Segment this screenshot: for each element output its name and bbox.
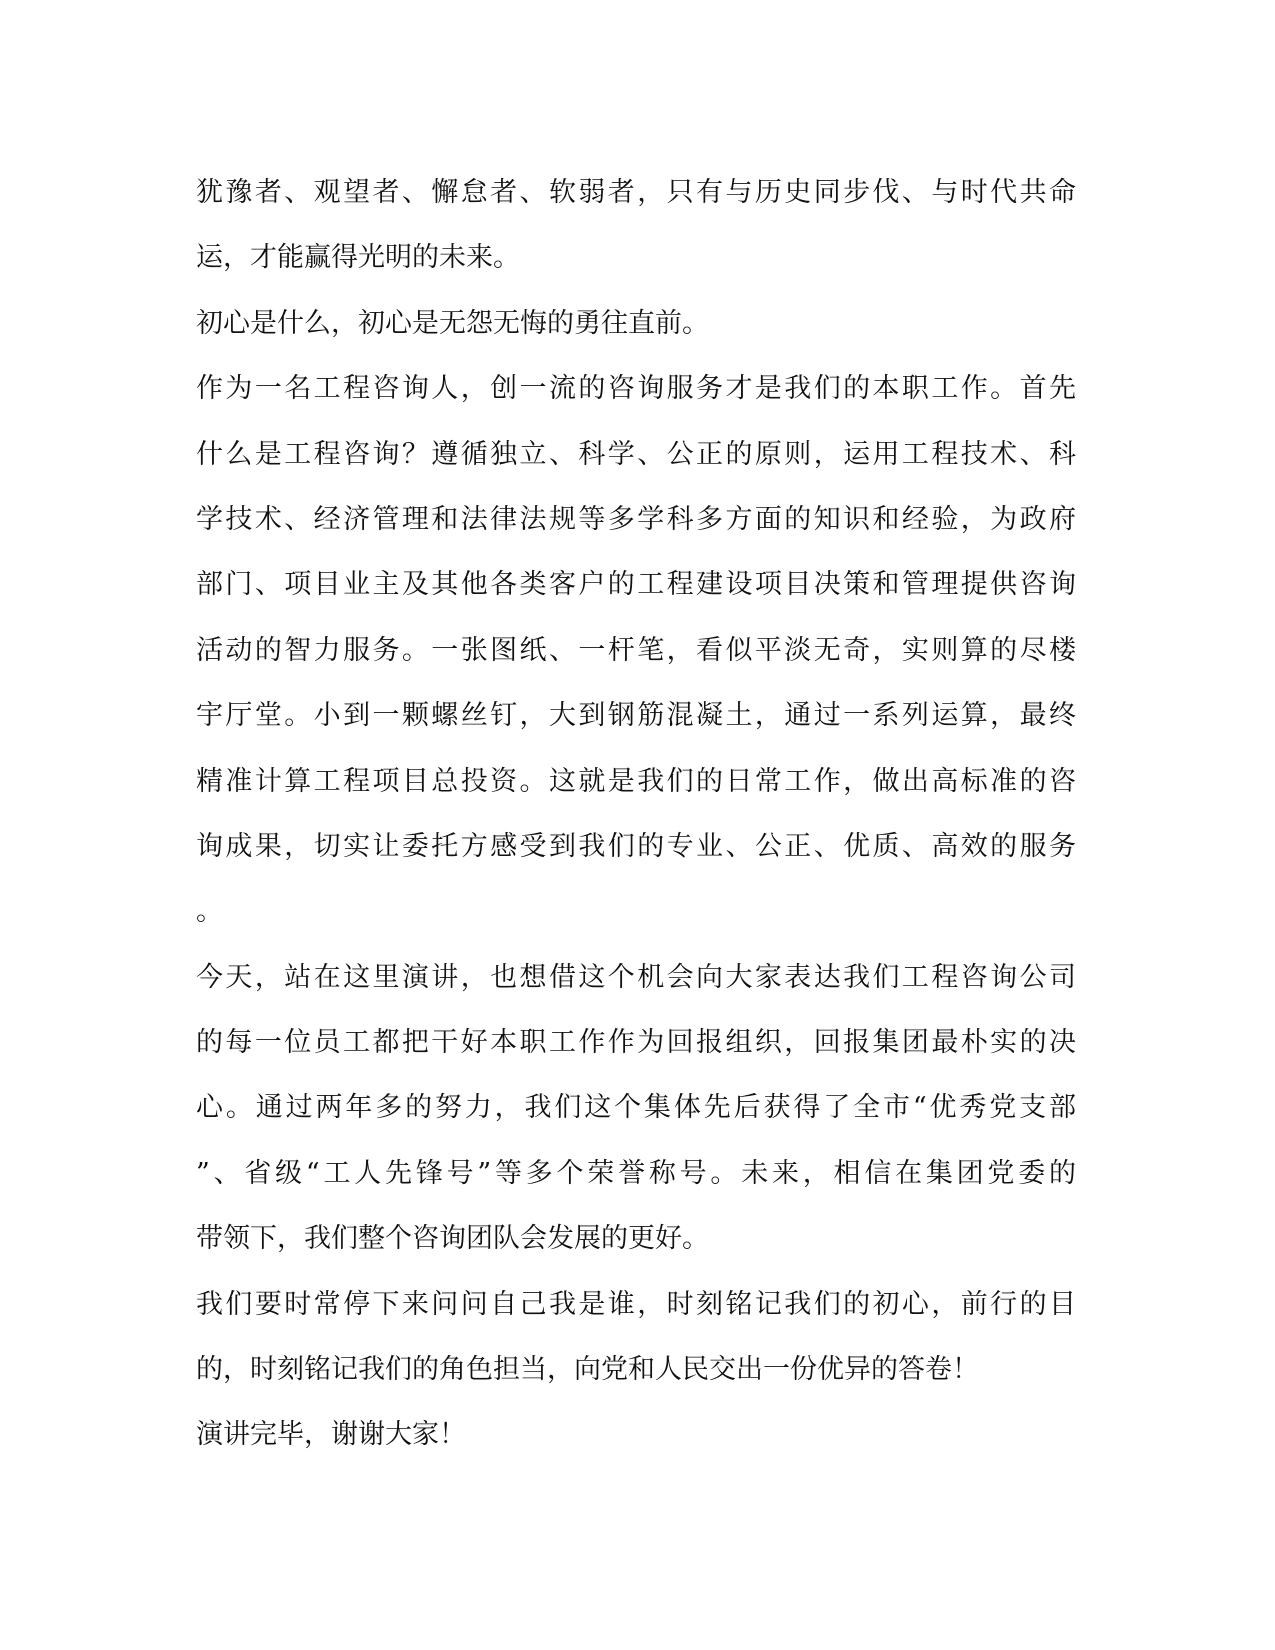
text-line: ”、省级“工人先锋号”等多个荣誉称号。未来，相信在集团党委的 [196, 1157, 1076, 1189]
text-line: 的每一位员工都把干好本职工作作为回报组织，回报集团最朴实的决 [196, 1027, 1076, 1059]
text-line: 询成果，切实让委托方感受到我们的专业、公正、优质、高效的服务 [196, 830, 1076, 862]
text-line: 什么是工程咨询？遵循独立、科学、公正的原则，运用工程技术、科 [196, 438, 1076, 470]
text-line: 心。通过两年多的努力，我们这个集体先后获得了全市“优秀党支部 [196, 1092, 1076, 1124]
text-line: 的，时刻铭记我们的角色担当，向党和人民交出一份优异的答卷！ [196, 1354, 979, 1386]
text-line: 宇厅堂。小到一颗螺丝钉，大到钢筋混凝土，通过一系列运算，最终 [196, 700, 1076, 732]
text-line: 作为一名工程咨询人，创一流的咨询服务才是我们的本职工作。首先 [196, 373, 1076, 405]
text-line: 演讲完毕，谢谢大家！ [196, 1419, 466, 1451]
text-line: 带领下，我们整个咨询团队会发展的更好。 [196, 1223, 709, 1255]
document-body [196, 160, 1076, 1468]
text-line: 今天，站在这里演讲，也想借这个机会向大家表达我们工程咨询公司 [196, 961, 1076, 993]
text-line: 活动的智力服务。一张图纸、一杆笔，看似平淡无奇，实则算的尽楼 [196, 634, 1076, 666]
text-line: 初心是什么，初心是无怨无悔的勇往直前。 [196, 307, 709, 339]
text-line: 精准计算工程项目总投资。这就是我们的日常工作，做出高标准的咨 [196, 765, 1076, 797]
text-line: 。 [196, 896, 223, 928]
text-line: 运，才能赢得光明的未来。 [196, 242, 520, 274]
text-line: 部门、项目业主及其他各类客户的工程建设项目决策和管理提供咨询 [196, 569, 1076, 601]
text-line: 学技术、经济管理和法律法规等多学科多方面的知识和经验，为政府 [196, 503, 1076, 535]
text-line: 犹豫者、观望者、懈怠者、软弱者，只有与历史同步伐、与时代共命 [196, 177, 1076, 208]
text-line: 我们要时常停下来问问自己我是谁，时刻铭记我们的初心，前行的目 [196, 1288, 1076, 1320]
